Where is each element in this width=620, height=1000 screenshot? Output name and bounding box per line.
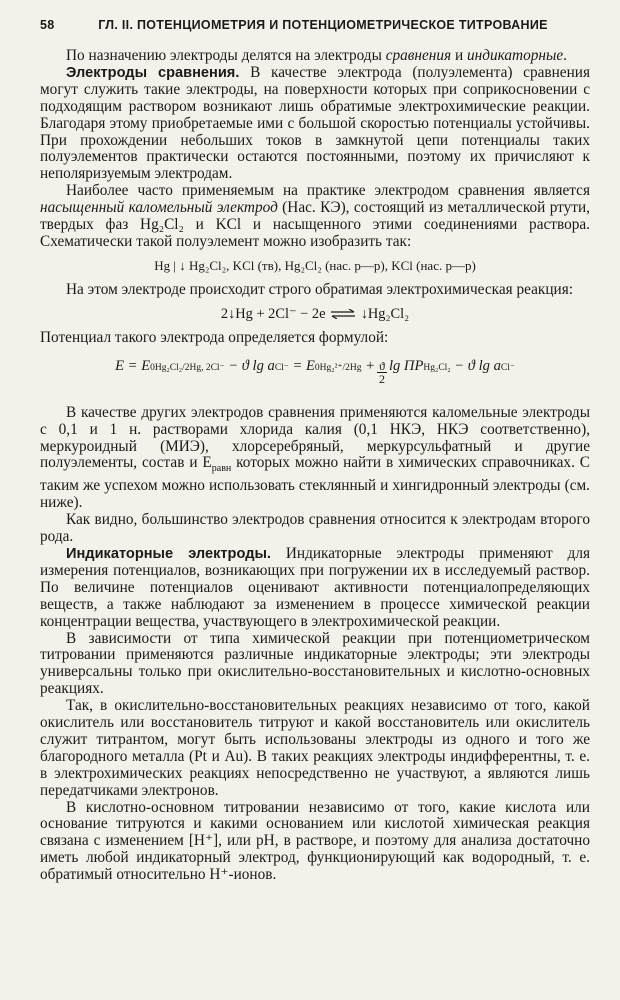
term-calomel: насыщенный каломельный электрод [40,199,278,217]
section-heading-reference: Электроды сравнения. [66,64,240,81]
reaction-intro: На этом электроде происходит строго обратимая электрохимическая реакция: [66,280,573,298]
fraction: $\frac{ϑ}{2}$ [378,358,385,386]
intro-paragraph: По назначению электроды делятся на электроды сравнения и индикаторные. [66,47,567,64]
reference-paragraph-6: Как видно, большинство электродов сравнения относится к электродам второго рода. [40,511,590,546]
indicator-paragraph-2: В зависимости от типа химической реакции при потенциометрическом титровании применяются различные индикаторные электроды; эти электроды универсальны только при окислительно-восстановительных и кислотно-основных реакциях. [40,629,590,698]
reference-paragraph-1: Электроды сравнения. В качестве электрода (полуэлемента) сравнения могут служить такие электроды, на поверхности которых при соприкосновении с подходящим раствором возникают лишь обратимые электрохимические реакции. Благодаря этому приобретаемые ими с большой скоростью потенциалы устойчивы. При прохождении небольших токов в замкнутой цепи потенциалы таких полуэлементов практически остаются постоянными, поэтому их причисляют к неполяризуемым электродам. [40,63,591,183]
potential-equation: E = E 0 Hg₂Cl₂/2Hg, 2Cl⁻ − ϑ lg a Cl⁻ = E 0 Hg₂²⁺/2Hg + $\frac{ϑ}{2}$ lg ПР Hg₂Cl₂ − ϑ lg a Cl⁻ [115,357,515,386]
indicator-paragraph-4: В кислотно-основном титровании независимо от того, какие кислота или основание титруются и какими основанием или кислотой химическая реакция связана с изменением [H⁺], или pH, в растворе, и поэтому для анализа достаточно иметь любой индикаторный электрод, функционирующий как водородный, т. е. обратимый относительно H⁺-ионов. [40,798,590,884]
cell-scheme: Hg | ↓ Hg₂Cl₂, KCl (тв), Hg₂Cl₂ (нас. р—р), KCl (нас. р—р) [154,257,476,273]
term-indicator: индикаторные [466,47,564,64]
equilibrium-arrows-icon [329,309,357,319]
indicator-paragraph-3: Так, в окислительно-восстановительных реакциях независимо от того, какой окислитель или восстановитель титруют и какой восстановитель или окислитель служит титрантом, могут быть использованы электроды из одного и того же благородного металла (Pt и Au). В таких реакциях электроды индифферентны, т. е. в электрохимических реакциях непосредственно не участвуют, а являются лишь передатчиками электронов. [40,697,590,799]
running-header [40,18,590,32]
reference-paragraph-2: Наиболее часто применяемым на практике электродом сравнения является насыщенный каломельный электрод (Нас. КЭ), состоящий из металлической ртути, твердых фаз Hg₂Cl₂ и KCl и насыщенного этими соединениями раствора. Схематически такой полуэлемент можно изобразить так: [40,182,590,250]
section-heading-indicator: Индикаторные электроды. [66,545,271,562]
chapter-title: ГЛ. II. ПОТЕНЦИОМЕТРИЯ И ПОТЕНЦИОМЕТРИЧЕСКОЕ ТИТРОВАНИЕ [98,18,548,32]
reaction-equation: 2↓Hg + 2Cl⁻ − 2e ↓Hg₂Cl₂ [220,305,410,322]
potential-intro: Потенциал такого электрода определяется формулой: [40,328,389,346]
reference-paragraph-5: В качестве других электродов сравнения применяются каломельные электроды с 0,1 и 1 н. растворами хлорида калия (0,1 НКЭ, НКЭ соответственно), меркуроидный (МИЭ), хлорсеребряный, меркурсульфатный и другие полуэлементы, состав и $E_{равн}$ которых можно найти в химических справочниках. С таким же успехом можно использовать стеклянный и хингидронный электроды (см. ниже). [40,403,590,512]
page-number: 58 [40,18,55,32]
indicator-paragraph-1: Индикаторные электроды. Индикаторные электроды применяют для измерения потенциалов, возникающих при погружении их в исследуемый раствор. По величине потенциалов оценивают активности потенциалопределяющих веществ, а также наблюдают за изменением в процессе химической реакции концентрации вещества, участвующего в электрохимической реакции. [40,544,591,630]
term-reference: сравнения [385,47,452,64]
